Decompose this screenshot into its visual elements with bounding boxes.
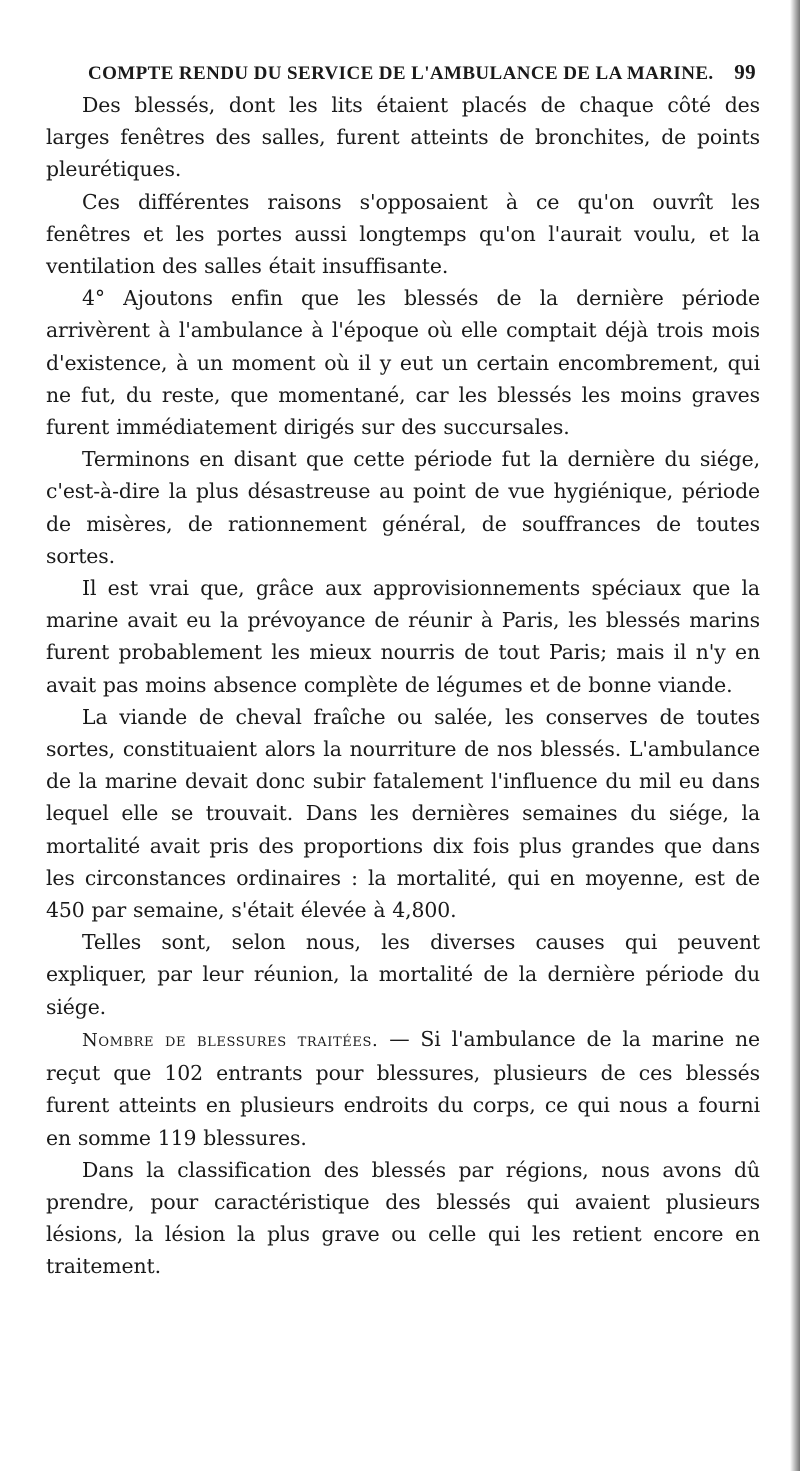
paragraph-causes: Telles sont, selon nous, les diverses causes qui peuvent expliquer, par leur réunion, la mortalité de la dernière période du siége.: [46, 930, 760, 1019]
section-text: — Si l'ambulance de la marine ne reçut que 102 entrants pour blessures, plusieurs de ces blessés furent atteints en plusieurs endroits du corps, ce qui nous a fourni en somme 119 blessures.: [46, 1026, 761, 1150]
paragraph-bronchites: Des blessés, dont les lits étaient placés de chaque côté des larges fenêtres des salles, furent atteints de bronchites, de points pleurétiques.: [46, 93, 760, 182]
paragraph-ventilation: Ces différentes raisons s'opposaient à ce qu'on ouvrît les fenêtres et les portes aussi longtemps qu'on l'aurait voulu, et la ventilation des salles était insuffisante.: [46, 189, 760, 279]
page-edge-shadow: [790, 0, 800, 1471]
running-header: [46, 60, 760, 85]
paragraph-nombre-blessures: [46, 1023, 760, 1154]
section-heading: Nombre de blessures traitées.: [82, 1029, 379, 1051]
page-number: 99: [734, 60, 756, 84]
paragraph-derniere-periode: Terminons en disant que cette période fut la dernière du siége, c'est-à-dire la plus désastreuse au point de vue hygiénique, période de misères, de rationnement général, de souffrances de toutes sortes.: [46, 447, 760, 568]
paragraph-encombrement: 4° Ajoutons enfin que les blessés de la dernière période arrivèrent à l'ambulance à l'époque où elle comptait déjà trois mois d'existence, à un moment où il y eut un certain encombrement, qui ne fut, du reste, que momentané, car les blessés les moins graves furent immédiatement dirigés sur des succursales.: [46, 286, 760, 440]
body-text: [46, 89, 760, 1283]
paragraph-approvisionnements: Il est vrai que, grâce aux approvisionnements spéciaux que la marine avait eu la prévoyance de réunir à Paris, les blessés marins furent probablement les mieux nourris de tout Paris; mais il n'y en avait pas moins absence complète de légumes et de bonne viande.: [46, 576, 760, 697]
running-title: COMPTE RENDU DU SERVICE DE L'AMBULANCE DE LA MARINE.: [88, 63, 714, 84]
paragraph-nourriture: La viande de cheval fraîche ou salée, les conserves de toutes sortes, constituaient alors la nourriture de nos blessés. L'ambulance de la marine devait donc subir fatalement l'influence du mil eu dans lequel elle se trouvait. Dans les dernières semaines du siége, la mortalité avait pris des proportions dix fois plus grandes que dans les circonstances ordinaires : la mortalité, qui en moyenne, est de 450 par semaine, s'était élevée à 4,800.: [46, 704, 760, 923]
paragraph-classification: Dans la classification des blessés par régions, nous avons dû prendre, pour caractéristique des blessés qui avaient plusieurs lésions, la lésion la plus grave ou celle qui les retient encore en traitement.: [46, 1157, 760, 1279]
